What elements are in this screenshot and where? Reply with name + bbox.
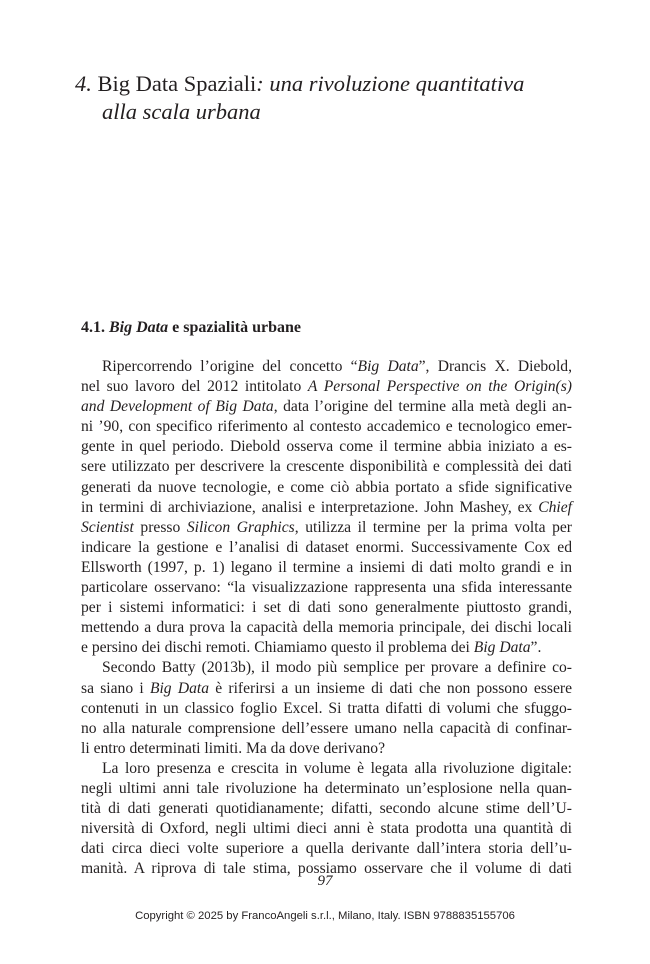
- text-segment: negli ultimi anni tale rivoluzione ha determinato un’esplosione nella quan-: [81, 779, 572, 797]
- text-line: [81, 357, 572, 377]
- chapter-title: [75, 70, 595, 126]
- text-segment: contenuti in un classico foglio Excel. Si tratta difatti di volumi che sfuggo-: [81, 699, 572, 717]
- body-text: [81, 357, 572, 879]
- text-line: [81, 397, 572, 417]
- text-segment: Secondo Batty (2013b), il modo più semplice per provare a definire co-: [102, 659, 572, 677]
- text-line: [81, 558, 572, 578]
- text-line: [81, 417, 572, 437]
- italic-text: Scientist: [81, 518, 134, 536]
- italic-text: Big Data: [473, 639, 531, 657]
- text-segment: ”.: [530, 639, 542, 657]
- text-segment: generati da nuove tecnologie, e come ciò abbia portato a sfide significative: [81, 478, 572, 496]
- text-segment: no alla naturale comprensione dell’essere umano nella capacità di confinar-: [81, 719, 572, 737]
- italic-text: Big Data: [149, 679, 210, 697]
- text-segment: manità. A riprova di tale stima, possiamo osservare che il volume di dati: [81, 860, 572, 878]
- chapter-title-main: Big Data Spaziali: [97, 71, 257, 96]
- text-segment: mettendo a dura prova la capacità della memoria principale, dei dischi locali: [81, 619, 572, 637]
- text-segment: sere utilizzato per descrivere la crescente disponibilità e complessità dei dati: [81, 458, 572, 476]
- section-heading: [81, 318, 301, 338]
- text-line: [81, 478, 572, 498]
- text-segment: , data l’origine del termine alla metà degli an-: [273, 398, 572, 416]
- italic-text: Silicon Graphics: [186, 518, 295, 536]
- chapter-title-subtitle-line2: alla scala urbana: [102, 99, 261, 124]
- text-segment: presso: [133, 518, 187, 536]
- text-line: [81, 457, 572, 477]
- text-segment: tità di dati generati quotidianamente; difatti, secondo alcune stime dell’U-: [81, 800, 572, 818]
- text-line: [81, 518, 572, 538]
- chapter-title-subtitle: : una rivoluzione quantitativa: [256, 71, 525, 96]
- text-segment: e persino dei dischi remoti. Chiamiamo questo il problema dei: [81, 639, 474, 657]
- text-segment: è riferirsi a un insieme di dati che non possono essere: [209, 679, 572, 697]
- chapter-number: 4.: [75, 71, 92, 96]
- text-segment: Ellsworth (1997, p. 1) legano il termine a insiemi di dati molto grandi e in: [81, 558, 572, 576]
- italic-text: Big Data: [357, 358, 419, 375]
- section-title-italic: Big Data: [109, 319, 169, 336]
- text-segment: gente in quel periodo. Diebold osserva come il termine abbia iniziato a es-: [81, 438, 572, 456]
- text-segment: indicare la gestione e l’analisi di dataset enormi. Successivamente Cox ed: [81, 538, 572, 556]
- text-line: [81, 658, 572, 678]
- text-line: [81, 779, 572, 799]
- text-line: [81, 679, 572, 699]
- text-line: [81, 618, 572, 638]
- text-line: [81, 739, 572, 759]
- text-line: [81, 799, 572, 819]
- text-segment: per i sistemi informatici: i set di dati sono generalmente piuttosto grandi,: [81, 599, 572, 617]
- text-line: [81, 538, 572, 558]
- text-segment: particolare osservano: “la visualizzazione rappresenta una sfida interessante: [81, 579, 572, 597]
- text-segment: ”, Drancis X. Diebold,: [418, 358, 572, 375]
- text-segment: dati circa dieci volte superiore a quella derivante dall’intera storia dell’u-: [81, 840, 572, 858]
- text-line: [81, 719, 572, 739]
- page-number: 97: [317, 873, 333, 889]
- text-segment: niversità di Oxford, negli ultimi dieci anni è stata prodotta una quantità di: [81, 820, 572, 838]
- text-segment: La loro presenza e crescita in volume è legata alla rivoluzione digitale:: [102, 759, 572, 777]
- text-segment: li entro determinati limiti. Ma da dove derivano?: [81, 739, 385, 757]
- italic-text: Big Data: [215, 398, 274, 416]
- text-segment: in termini di archiviazione, analisi e interpretazione. John Mashey, ex: [81, 498, 539, 516]
- section-number: 4.1.: [81, 319, 105, 336]
- text-line: [81, 377, 572, 397]
- text-line: [81, 498, 572, 518]
- copyright-notice: Copyright © 2025 by FrancoAngeli s.r.l., Milano, Italy. ISBN 9788835155706: [135, 910, 515, 922]
- text-line: [81, 819, 572, 839]
- text-line: [81, 839, 572, 859]
- text-segment: sa siano i: [81, 679, 150, 697]
- text-line: [81, 699, 572, 719]
- text-segment: Ripercorrendo l’origine del concetto “: [102, 358, 358, 375]
- text-segment: nel suo lavoro del 2012 intitolato: [81, 378, 308, 396]
- italic-text: and Development of: [81, 398, 210, 416]
- text-line: [81, 578, 572, 598]
- text-line: [81, 598, 572, 618]
- text-line: [81, 437, 572, 457]
- text-line: [81, 638, 572, 658]
- italic-text: Chief: [538, 498, 572, 516]
- section-title-rest: e spazialità urbane: [168, 319, 302, 336]
- text-segment: ni ’90, con specifico riferimento al contesto accademico e tecnologico emer-: [81, 418, 572, 436]
- text-segment: , utilizza il termine per la prima volta per: [294, 518, 572, 536]
- text-line: [81, 759, 572, 779]
- italic-text: A Personal Perspective on the Origin(s): [307, 378, 572, 396]
